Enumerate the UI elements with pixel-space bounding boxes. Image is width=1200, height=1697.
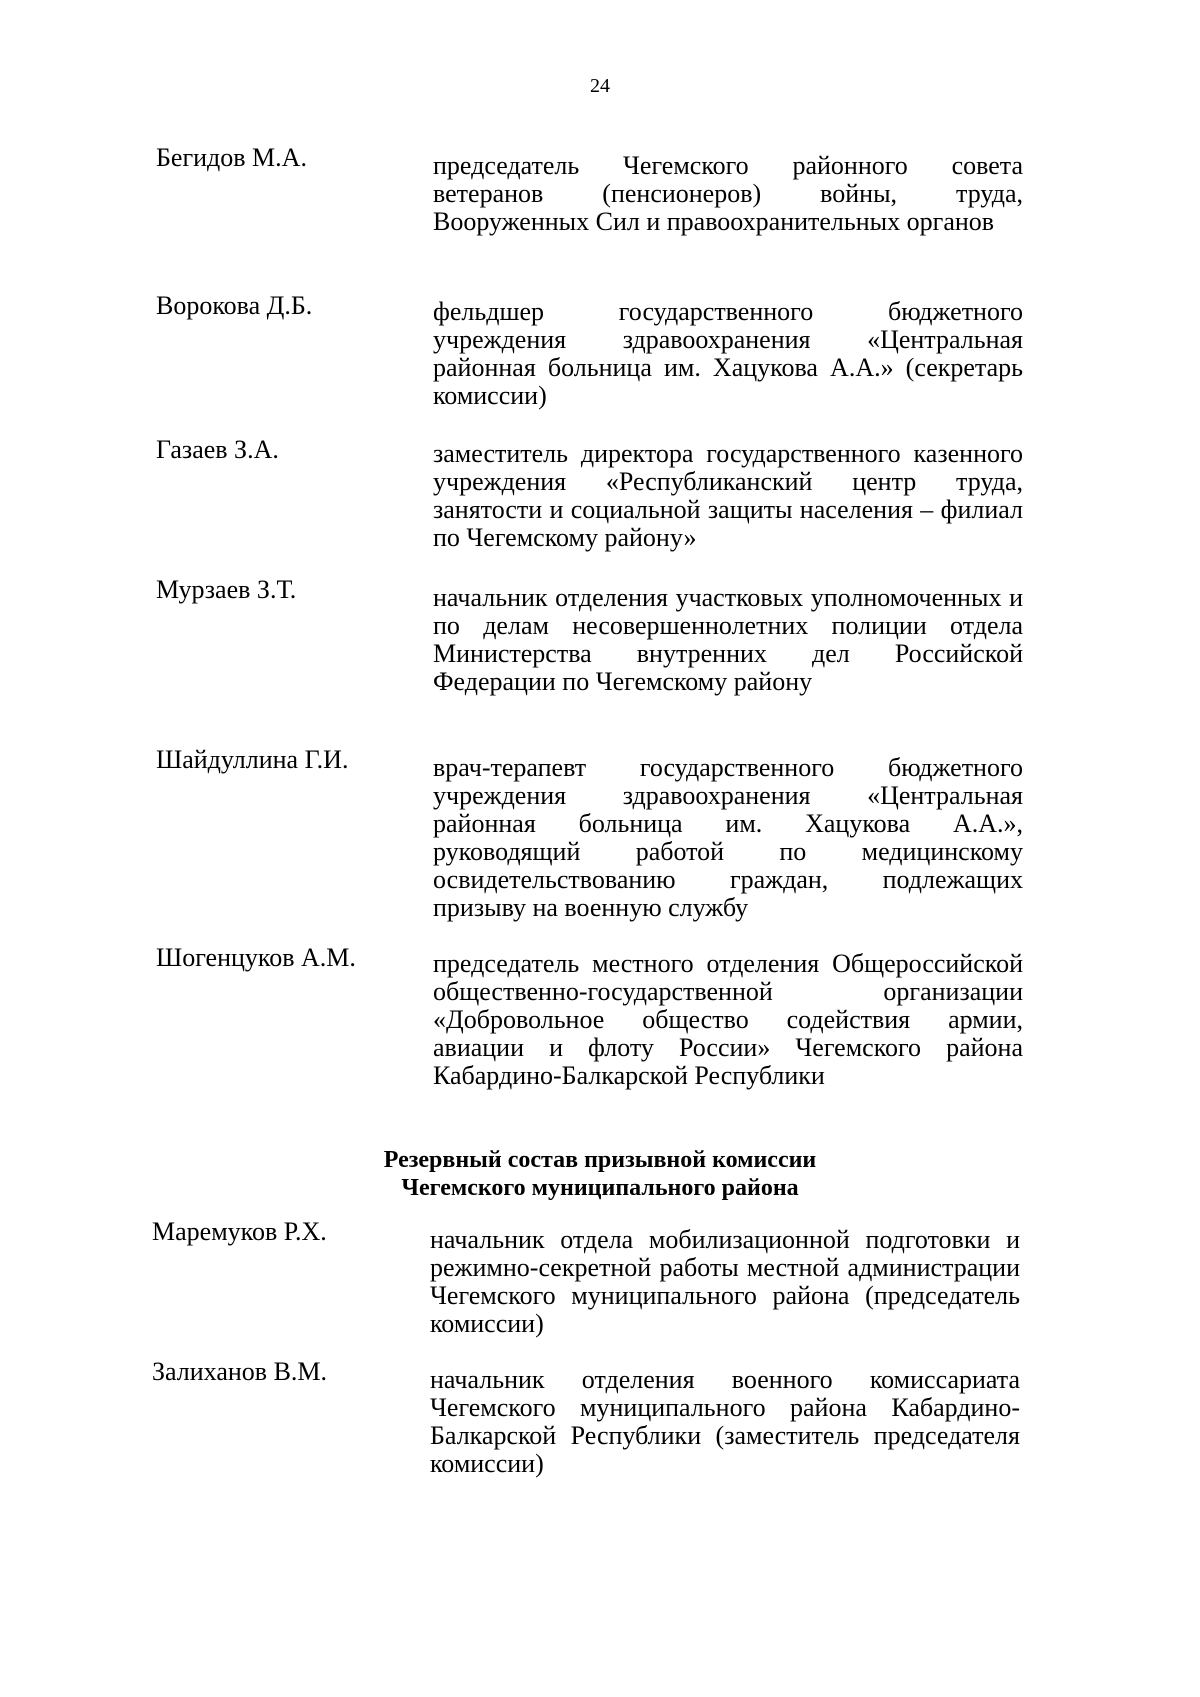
member-description: фельдшер государственного бюджетного учреждения здравоохранения «Центральная районная больница им. Хацукова А.А.» (секретарь комиссии) — [433, 297, 1023, 410]
member-name: Шайдуллина Г.И. — [156, 745, 349, 774]
member-description: начальник отделения участковых уполномоченных и по делам несовершеннолетних полиции отдела Министерства внутренних дел Российской Федерации по Чегемскому району — [433, 583, 1023, 696]
reserve-member-description: начальник отделения военного комиссариата Чегемского муниципального района Кабардино-Балкарской Республики (заместитель председателя комиссии) — [430, 1365, 1020, 1478]
reserve-heading — [0, 1146, 1200, 1202]
member-name: Газаев З.А. — [156, 435, 279, 464]
reserve-member-name: Маремуков Р.Х. — [152, 1217, 327, 1246]
page-number: 24 — [590, 75, 610, 97]
member-description: заместитель директора государственного казенного учреждения «Республиканский центр труда, занятости и социальной защиты населения – филиал по Чегемскому району» — [433, 439, 1023, 552]
member-name: Ворокова Д.Б. — [156, 291, 313, 320]
member-name: Мурзаев З.Т. — [156, 575, 297, 604]
member-name: Бегидов М.А. — [156, 143, 307, 172]
member-description: врач-терапевт государственного бюджетного учреждения здравоохранения «Центральная районная больница им. Хацукова А.А.», руководящий работой по медицинскому освидетельствованию граждан, подлежащих призыву на военную службу — [433, 753, 1023, 922]
reserve-member-description: начальник отдела мобилизационной подготовки и режимно-секретной работы местной администрации Чегемского муниципального района (председатель комиссии) — [430, 1225, 1020, 1338]
member-description: председатель Чегемского районного совета ветеранов (пенсионеров) войны, труда, Вооруженных Сил и правоохранительных органов — [433, 151, 1023, 236]
member-description: председатель местного отделения Общероссийской общественно-государственной организации «Добровольное общество содействия армии, авиации и флоту России» Чегемского района Кабардино-Балкарской Республики — [433, 949, 1023, 1090]
reserve-heading-line2: Чегемского муниципального района — [401, 1175, 799, 1201]
member-name: Шогенцуков А.М. — [156, 943, 356, 972]
reserve-member-name: Залиханов В.М. — [152, 1357, 328, 1386]
reserve-heading-line1: Резервный состав призывной комиссии — [383, 1147, 817, 1173]
